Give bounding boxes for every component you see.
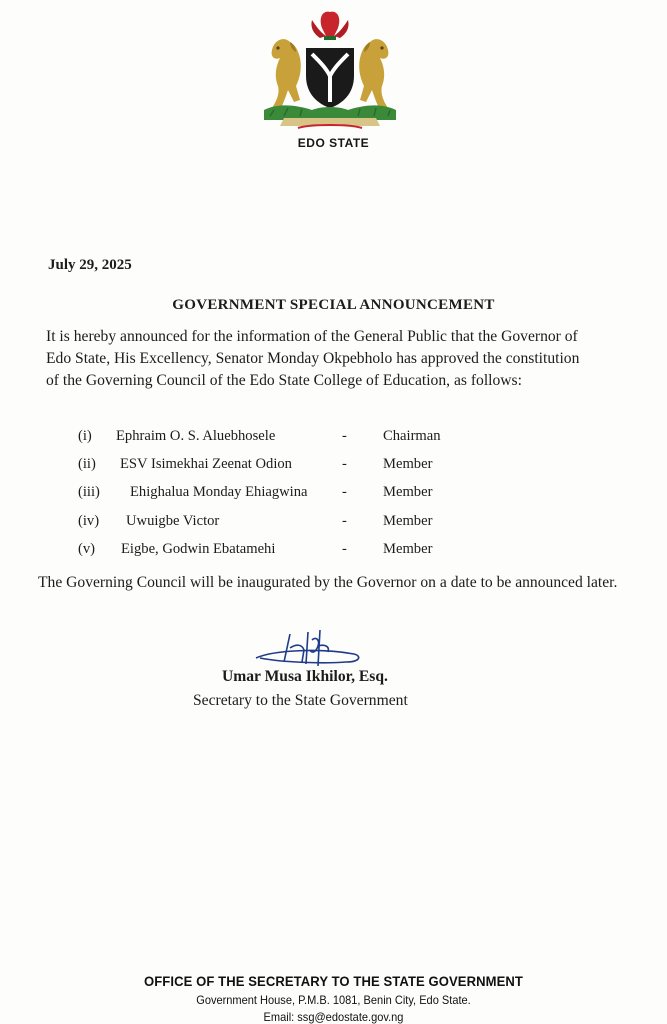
coat-of-arms-emblem xyxy=(250,6,410,138)
eagle-icon xyxy=(311,12,348,40)
grass-base xyxy=(264,105,396,120)
list-item xyxy=(78,511,498,539)
announcement-title: GOVERNMENT SPECIAL ANNOUNCEMENT xyxy=(172,297,495,313)
list-item xyxy=(78,454,498,482)
footer-address: Government House, P.M.B. 1081, Benin City, Edo State. xyxy=(196,993,471,1007)
state-name-label: EDO STATE xyxy=(297,136,370,150)
separator-dash: - xyxy=(342,484,347,501)
member-role: Member xyxy=(383,540,433,557)
footer-email: Email: ssg@edostate.gov.ng xyxy=(263,1010,404,1024)
separator-dash: - xyxy=(342,456,347,473)
separator-dash: - xyxy=(342,512,347,529)
member-name: Ephraim O. S. Aluebhosele xyxy=(116,428,276,444)
member-role: Member xyxy=(383,512,433,529)
intro-paragraph: It is hereby announced for the information of the General Public that the Governor of Edo State, His Excellency, Senator Monday Okpebholo has approved the constitution of the Governing Council of the Edo State College of Education, as follows: xyxy=(46,328,580,389)
separator-dash: - xyxy=(342,540,347,557)
member-number: (iii) xyxy=(78,484,100,501)
member-name: Eigbe, Godwin Ebatamehi xyxy=(121,540,276,557)
list-item xyxy=(78,539,498,567)
member-name: Uwuigbe Victor xyxy=(126,512,220,529)
member-name: ESV Isimekhai Zeenat Odion xyxy=(120,456,292,473)
closing-paragraph: The Governing Council will be inaugurated by the Governor on a date to be announced later. xyxy=(38,574,618,591)
member-name: Ehighalua Monday Ehiagwina xyxy=(130,484,308,501)
signatory-title: Secretary to the State Government xyxy=(193,692,408,709)
member-number: (i) xyxy=(78,428,92,444)
list-item xyxy=(78,482,498,510)
member-role: Member xyxy=(383,456,433,473)
member-role: Chairman xyxy=(383,428,441,444)
council-members-list xyxy=(78,426,498,567)
footer-office-name: OFFICE OF THE SECRETARY TO THE STATE GOVERNMENT xyxy=(143,974,523,990)
list-item xyxy=(78,426,498,454)
member-role: Member xyxy=(383,484,433,501)
left-horse-icon xyxy=(272,39,301,110)
separator-dash: - xyxy=(342,428,347,444)
right-horse-icon xyxy=(359,39,388,110)
shield-icon xyxy=(306,48,354,108)
member-number: (ii) xyxy=(78,456,96,473)
letterhead-footer xyxy=(0,974,667,1024)
member-number: (v) xyxy=(78,540,96,557)
signatory-name: Umar Musa Ikhilor, Esq. xyxy=(222,668,388,685)
member-number: (iv) xyxy=(78,512,100,529)
announcement-date: July 29, 2025 xyxy=(48,257,132,273)
